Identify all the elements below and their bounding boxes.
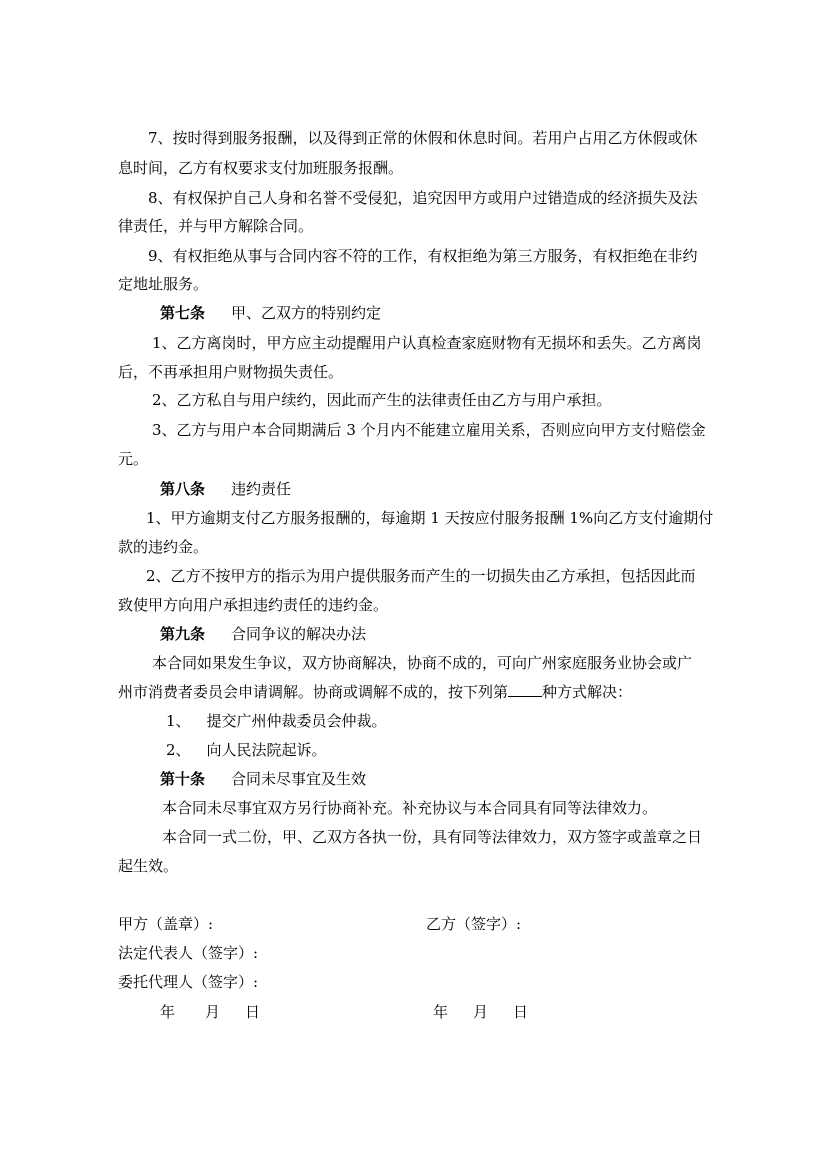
article-9-number: 第九条 [160,625,206,643]
article-7-item-3-line-1: 3、乙方与用户本合同期满后 3 个月内不能建立雇用关系，否则应向甲方支付赔偿金 [152,421,706,439]
article-8-number: 第八条 [160,480,206,498]
article-9-para-text-b: 种方式解决： [542,683,633,701]
option-2 [166,740,327,760]
article-7-heading [160,303,381,323]
option-1-text: 提交广州仲裁委员会仲裁。 [206,712,387,730]
article-9-para-text-a: 州市消费者委员会申请调解。协商或调解不成的，按下列第 [118,683,509,701]
article-8-title: 违约责任 [231,480,292,498]
article-9-heading [160,624,366,644]
article-8-item-2-line-1: 2、乙方不按甲方的指示为用户提供服务而产生的一切损失由乙方承担，包括因此而 [146,567,696,585]
clause-7-line-2: 息时间，乙方有权要求支付加班服务报酬。 [118,159,404,177]
party-a-seal-label: 甲方（盖章）: [118,915,214,933]
article-10-heading [160,769,366,789]
article-10-para-1: 本合同未尽事宜双方另行协商补充。补充协议与本合同具有同等法律效力。 [162,799,658,817]
option-1 [166,711,387,731]
article-9-para-line-2 [118,682,632,702]
option-1-number: 1、 [166,712,191,730]
clause-7-line-1: 7、按时得到服务报酬，以及得到正常的休假和休息时间。若用户占用乙方休假或休 [148,129,698,147]
article-10-number: 第十条 [160,770,206,788]
article-8-item-1-line-2: 款的违约金。 [118,538,209,556]
article-8-item-1-line-1: 1、甲方逾期支付乙方服务报酬的，每逾期 1 天按应付服务报酬 1%向乙方支付逾期付 [146,509,714,527]
authorized-agent-label: 委托代理人（签字）: [118,973,259,991]
party-b-signature-label: 乙方（签字）: [426,915,522,933]
method-choice-blank [508,682,542,697]
party-a-date [160,1002,260,1022]
party-a-year: 年 [160,1003,176,1021]
party-a-month: 月 [205,1003,221,1021]
party-a-day: 日 [245,1003,261,1021]
option-2-number: 2、 [166,741,191,759]
article-9-title: 合同争议的解决办法 [231,625,367,643]
article-10-title: 合同未尽事宜及生效 [231,770,367,788]
option-2-text: 向人民法院起诉。 [206,741,327,759]
article-7-number: 第七条 [160,304,206,322]
clause-9-line-2: 定地址服务。 [118,275,209,293]
clause-8-line-2: 律责任，并与甲方解除合同。 [118,217,314,235]
party-b-day: 日 [513,1003,529,1021]
clause-8-line-1: 8、有权保护自己人身和名誉不受侵犯，追究因甲方或用户过错造成的经济损失及法 [148,189,698,207]
party-b-month: 月 [473,1003,489,1021]
clause-9-line-1: 9、有权拒绝从事与合同内容不符的工作，有权拒绝为第三方服务，有权拒绝在非约 [148,247,698,265]
article-10-para-2-line-1: 本合同一式二份，甲、乙双方各执一份，具有同等法律效力，双方签字或盖章之日 [162,828,703,846]
article-7-item-2: 2、乙方私自与用户续约，因此而产生的法律责任由乙方与用户承担。 [152,391,612,409]
article-8-heading [160,479,291,499]
party-b-date [433,1002,528,1022]
article-9-para-line-1: 本合同如果发生争议，双方协商解决，协商不成的，可向广州家庭服务业协会或广 [152,654,693,672]
article-7-item-3-line-2: 元。 [118,450,149,468]
article-7-title: 甲、乙双方的特别约定 [231,304,382,322]
article-7-item-1-line-2: 后，不再承担用户财物损失责任。 [118,363,344,381]
legal-representative-label: 法定代表人（签字）: [118,944,259,962]
article-10-para-2-line-2: 起生效。 [118,857,179,875]
article-7-item-1-line-1: 1、乙方离岗时，甲方应主动提醒用户认真检查家庭财物有无损坏和丢失。乙方离岗 [152,334,702,352]
party-b-year: 年 [433,1003,449,1021]
article-8-item-2-line-2: 致使甲方向用户承担违约责任的违约金。 [118,596,389,614]
